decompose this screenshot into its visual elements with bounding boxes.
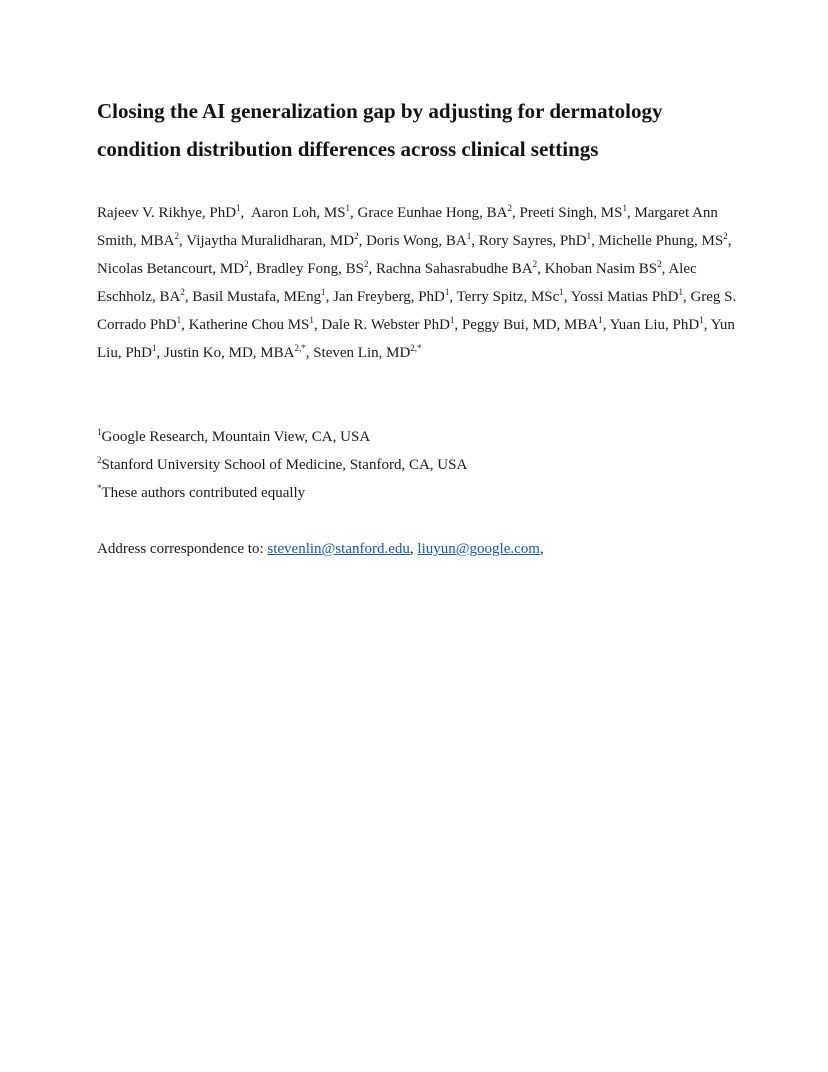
author-separator: , xyxy=(179,233,187,249)
correspondence-line xyxy=(97,535,737,563)
author-separator: , xyxy=(240,205,251,221)
author-name: Yun Liu, PhD xyxy=(97,317,735,361)
author-name: Grace Eunhae Hong, BA xyxy=(357,205,508,221)
affiliation-mark: 2 xyxy=(97,455,102,465)
author-affiliation-mark: 2 xyxy=(723,231,728,241)
author-separator: , xyxy=(703,317,711,333)
author-affiliation-mark: 2 xyxy=(174,231,180,241)
author-name: Peggy Bui, MD, MBA xyxy=(461,317,599,333)
author-separator: , xyxy=(591,233,599,249)
author-affiliation-mark: 2,* xyxy=(294,343,306,353)
author-separator: , xyxy=(368,261,376,277)
author-affiliation-mark: 1 xyxy=(152,343,157,353)
author-name: Jan Freyberg, PhD xyxy=(333,289,445,305)
author-name: Katherine Chou MS xyxy=(188,317,310,333)
author-affiliation-mark: 1 xyxy=(678,287,683,297)
author-separator: , xyxy=(156,345,165,361)
author-separator: , xyxy=(313,317,322,333)
author-separator: , xyxy=(454,317,462,333)
author-name: Dale R. Webster PhD xyxy=(321,317,450,333)
author-separator: , xyxy=(325,289,334,305)
author-affiliation-mark: 1 xyxy=(176,315,182,325)
author-separator: , xyxy=(602,317,610,333)
author-separator: , xyxy=(358,233,367,249)
author-name: Terry Spitz, MSc xyxy=(456,289,560,305)
author-name: Rory Sayres, PhD xyxy=(478,233,587,249)
author-separator: , xyxy=(661,261,669,277)
author-separator: , xyxy=(248,261,257,277)
author-name: Khoban Nasim BS xyxy=(544,261,658,277)
author-separator: , xyxy=(682,289,691,305)
author-name: Yuan Liu, PhD xyxy=(609,317,700,333)
title-line-2: condition distribution differences across clinical settings xyxy=(97,136,599,161)
author-affiliation-mark: 2 xyxy=(507,203,512,213)
title-line-1: Closing the AI generalization gap by adjusting for dermatology xyxy=(97,99,663,123)
author-affiliation-mark: 2,* xyxy=(410,343,422,353)
author-separator: , xyxy=(727,233,736,249)
correspondence-trailing-comma: , xyxy=(539,541,544,557)
author-affiliation-mark: 1 xyxy=(321,287,326,297)
affiliation-line xyxy=(97,451,737,479)
email-link-google[interactable]: liuyun@google.com xyxy=(417,541,540,557)
author-affiliation-mark: 2 xyxy=(532,259,538,269)
affiliation-text: Stanford University School of Medicine, Stanford, CA, USA xyxy=(101,457,468,473)
author-name: Rachna Sahasrabudhe BA xyxy=(376,261,533,277)
email-link-stanford[interactable]: stevenlin@stanford.edu xyxy=(267,541,410,557)
author-name: Bradley Fong, BS xyxy=(256,261,364,277)
author-separator: , xyxy=(471,233,479,249)
author-separator: , xyxy=(449,289,457,305)
author-affiliation-mark: 2 xyxy=(354,231,359,241)
author-affiliation-mark: 1 xyxy=(598,315,603,325)
author-affiliation-mark: 2 xyxy=(657,259,662,269)
affiliation-list xyxy=(97,423,737,507)
correspondence-label: Address correspondence to: xyxy=(97,541,268,557)
affiliation-text: These authors contributed equally xyxy=(101,485,306,501)
author-separator: , xyxy=(563,289,571,305)
email-separator: , xyxy=(409,541,418,557)
author-list xyxy=(97,199,737,367)
author-affiliation-mark: 1 xyxy=(236,203,241,213)
author-name: Justin Ko, MD, MBA xyxy=(164,345,295,361)
author-name: Yossi Matias PhD xyxy=(570,289,679,305)
author-affiliation-mark: 1 xyxy=(309,315,314,325)
author-affiliation-mark: 1 xyxy=(449,315,455,325)
author-separator: , xyxy=(350,205,358,221)
author-name: Rajeev V. Rikhye, PhD xyxy=(97,205,237,221)
author-name: Michelle Phung, MS xyxy=(598,233,724,249)
author-separator: , xyxy=(537,261,545,277)
author-separator: , xyxy=(181,317,189,333)
author-name: Greg S. Corrado PhD xyxy=(97,289,737,333)
author-affiliation-mark: 1 xyxy=(622,203,627,213)
author-affiliation-mark: 1 xyxy=(345,203,351,213)
affiliation-line xyxy=(97,423,737,451)
author-separator: , xyxy=(305,345,314,361)
author-affiliation-mark: 2 xyxy=(364,259,369,269)
author-name: Margaret Ann Smith, MBA xyxy=(97,205,718,249)
author-name: Basil Mustafa, MEng xyxy=(192,289,322,305)
author-affiliation-mark: 2 xyxy=(180,287,185,297)
author-separator: , xyxy=(512,205,520,221)
author-affiliation-mark: 1 xyxy=(559,287,564,297)
author-name: Doris Wong, BA xyxy=(366,233,467,249)
author-name: Alec Eschholz, BA xyxy=(97,261,697,305)
affiliation-text: Google Research, Mountain View, CA, USA xyxy=(101,429,371,445)
author-name: Preeti Singh, MS xyxy=(519,205,623,221)
author-name: Steven Lin, MD xyxy=(313,345,411,361)
author-affiliation-mark: 1 xyxy=(444,287,450,297)
author-affiliation-mark: 1 xyxy=(586,231,592,241)
affiliation-line xyxy=(97,479,737,507)
affiliation-mark: * xyxy=(97,483,102,493)
affiliation-mark: 1 xyxy=(97,427,102,437)
paper-title xyxy=(97,93,737,168)
author-separator: , xyxy=(626,205,635,221)
author-affiliation-mark: 1 xyxy=(699,315,704,325)
author-name: Aaron Loh, MS xyxy=(250,205,346,221)
author-name: Vijaytha Muralidharan, MD xyxy=(186,233,355,249)
author-separator: , xyxy=(184,289,193,305)
author-name: Nicolas Betancourt, MD xyxy=(97,261,245,277)
author-affiliation-mark: 2 xyxy=(244,259,249,269)
author-affiliation-mark: 1 xyxy=(466,231,472,241)
